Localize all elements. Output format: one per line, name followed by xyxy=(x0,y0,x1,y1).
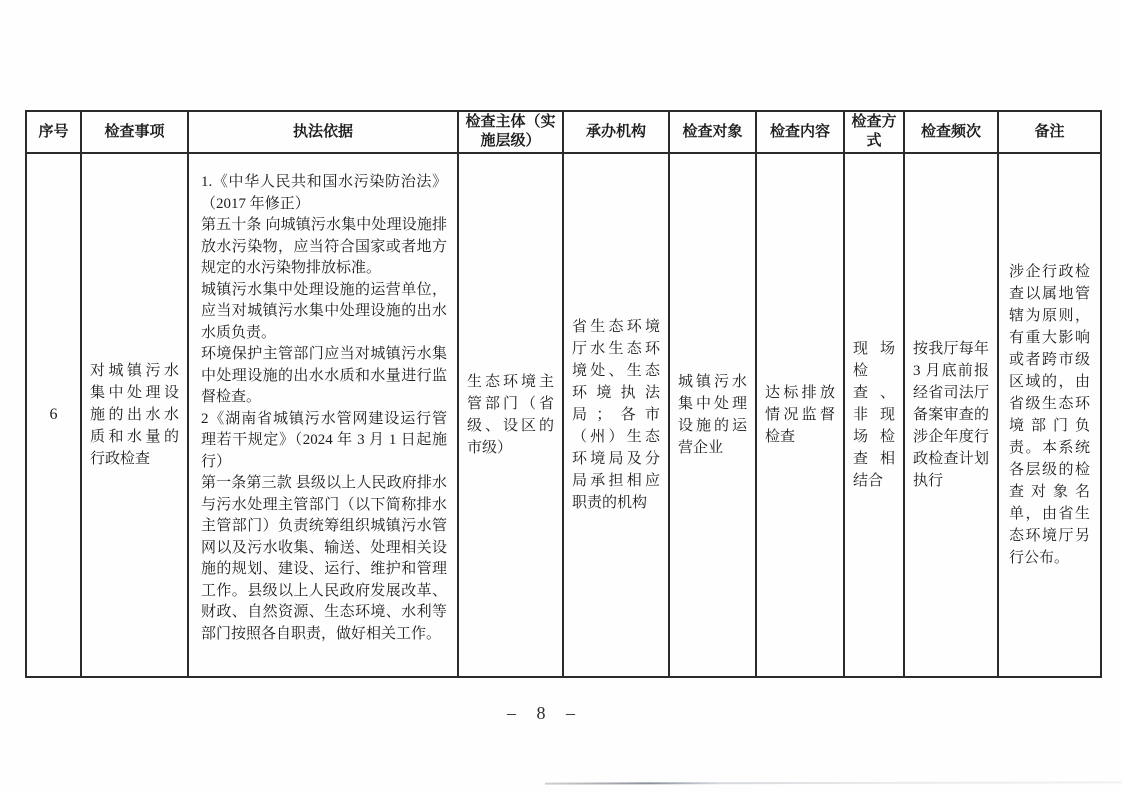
method-text: 现场检查、非现场检查相结合 xyxy=(853,341,895,489)
header-content: 检查内容 xyxy=(756,111,844,153)
table-header-row xyxy=(26,111,1101,153)
header-frequency: 检查频次 xyxy=(904,111,998,153)
legal-paragraph: 城镇污水集中处理设施的运营单位，应当对城镇污水集中处理设施的出水水质负责。 xyxy=(201,281,447,341)
cell-seq: 6 xyxy=(26,153,81,677)
cell-content xyxy=(756,153,844,677)
cell-target xyxy=(669,153,756,677)
frequency-text: 按我厅每年 3 月底前报经省司法厅备案审查的涉企年度行政检查计划执行 xyxy=(913,341,989,489)
table-row xyxy=(26,153,1101,677)
page-number: – 8 – xyxy=(507,703,583,723)
item-text: 对城镇污水集中处理设施的出水水质和水量的行政检查 xyxy=(90,363,179,467)
header-agency: 承办机构 xyxy=(563,111,669,153)
cell-agency xyxy=(563,153,669,677)
remarks-text: 涉企行政检查以属地管辖为原则，有重大影响或者跨市级区域的，由省级生态环境部门负责。本系统各层级的检查对象名单，由省生态环境厅另行公布。 xyxy=(1009,264,1090,566)
cell-legal-basis xyxy=(188,153,458,677)
legal-paragraph: 环境保护主管部门应当对城镇污水集中处理设施的出水水质和水量进行监督检查。 xyxy=(201,346,447,405)
subject-text: 生态环境主管部门（省级、设区的市级） xyxy=(467,374,554,456)
header-target: 检查对象 xyxy=(669,111,756,153)
cell-subject xyxy=(458,153,563,677)
legal-paragraph: 第一条第三款 县级以上人民政府排水与污水处理主管部门（以下简称排水主管部门）负责统筹组织城镇污水管网以及污水收集、输送、处理相关设施的规划、建设、运行、维护和管理工作。县级以上人民政府发展改革、财政、自然资源、生态环境、水利等部门按照各自职责，做好相关工作。 xyxy=(201,475,447,642)
legal-paragraph: 2《湖南省城镇污水管网建设运行管理若干规定》（2024 年 3 月 1 日起施行） xyxy=(201,410,447,470)
cell-item xyxy=(81,153,188,677)
cell-frequency xyxy=(904,153,998,677)
scan-artifact-line xyxy=(545,781,1122,784)
header-legal-basis: 执法依据 xyxy=(188,111,458,153)
agency-text: 省生态环境厅水生态环境处、生态环境执法局；各市（州）生态环境局及分局承担相应职责的机构 xyxy=(572,319,660,511)
cell-method xyxy=(844,153,904,677)
legal-paragraph: 第五十条 向城镇污水集中处理设施排放水污染物，应当符合国家或者地方规定的水污染物排放标准。 xyxy=(201,217,447,276)
inspection-items-table xyxy=(25,110,1102,678)
header-method: 检查方式 xyxy=(844,111,904,153)
legal-paragraph: 1.《中华人民共和国水污染防治法》（2017 年修正） xyxy=(201,174,447,212)
header-remarks: 备注 xyxy=(998,111,1101,153)
content-text: 达标排放情况监督检查 xyxy=(765,385,835,445)
header-item: 检查事项 xyxy=(81,111,188,153)
header-seq: 序号 xyxy=(26,111,81,153)
target-text: 城镇污水集中处理设施的运营企业 xyxy=(678,374,747,456)
cell-remarks xyxy=(998,153,1101,677)
header-subject: 检查主体（实施层级） xyxy=(458,111,563,153)
